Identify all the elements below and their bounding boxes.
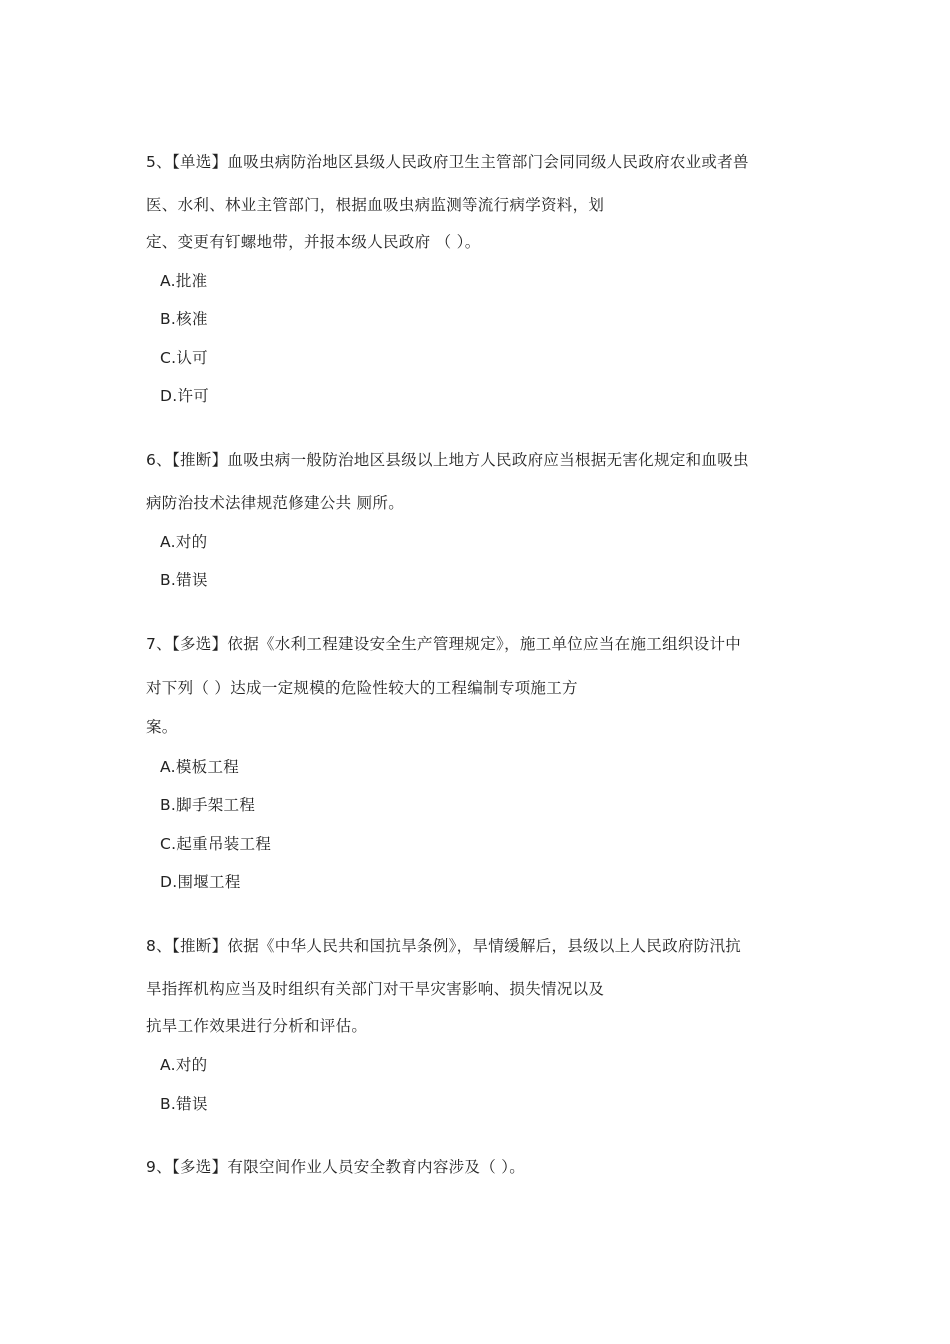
option-a: A.对的 bbox=[160, 533, 208, 551]
question-text-line: 6、【推断】血吸虫病一般防治地区县级以上地方人民政府应当根据无害化规定和血吸虫 bbox=[146, 451, 749, 469]
option-a: A.批准 bbox=[160, 272, 208, 290]
option-a: A.对的 bbox=[160, 1056, 208, 1074]
question-text-line: 9、【多选】有限空间作业人员安全教育内容涉及（ ）。 bbox=[146, 1158, 526, 1176]
question-text-line: 7、【多选】依据《水利工程建设安全生产管理规定》，施工单位应当在施工组织设计中 bbox=[146, 635, 742, 653]
option-b: B.错误 bbox=[160, 1095, 208, 1113]
option-a: A.模板工程 bbox=[160, 758, 240, 776]
question-text-line: 8、【推断】依据《中华人民共和国抗旱条例》，旱情缓解后，县级以上人民政府防汛抗 bbox=[146, 937, 742, 955]
question-text-line: 病防治技术法律规范修建公共 厕所。 bbox=[146, 494, 405, 512]
question-text-line: 抗旱工作效果进行分析和评估。 bbox=[146, 1017, 368, 1035]
option-d: D.围堰工程 bbox=[160, 873, 241, 891]
option-b: B.脚手架工程 bbox=[160, 796, 256, 814]
question-text-line: 对下列（ ）达成一定规模的危险性较大的工程编制专项施工方 bbox=[146, 679, 578, 697]
question-text-line: 医、水利、林业主管部门，根据血吸虫病监测等流行病学资料，划 bbox=[146, 196, 605, 214]
option-b: B.错误 bbox=[160, 571, 208, 589]
option-b: B.核准 bbox=[160, 310, 208, 328]
option-d: D.许可 bbox=[160, 387, 210, 405]
question-text-line: 案。 bbox=[146, 718, 178, 736]
question-text-line: 定、变更有钉螺地带，并报本级人民政府 （ ）。 bbox=[146, 233, 481, 251]
option-c: C.起重吊装工程 bbox=[160, 835, 272, 853]
question-text-line: 旱指挥机构应当及时组织有关部门对干旱灾害影响、损失情况以及 bbox=[146, 980, 605, 998]
question-text-line: 5、【单选】血吸虫病防治地区县级人民政府卫生主管部门会同同级人民政府农业或者兽 bbox=[146, 153, 749, 171]
option-c: C.认可 bbox=[160, 349, 208, 367]
